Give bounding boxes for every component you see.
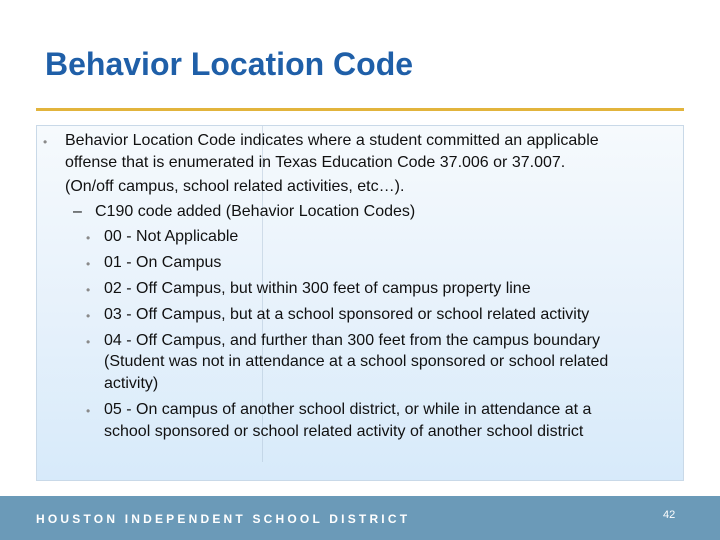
bullet-icon: • [86,404,91,418]
bullet-icon: • [86,335,91,349]
main-bullet-line-1: Behavior Location Code indicates where a student committed an applicable [65,132,599,149]
code-05-line-1: 05 - On campus of another school district, or while in attendance at a [104,401,592,418]
main-bullet-line-2: offense that is enumerated in Texas Education Code 37.006 or 37.007. [65,154,566,171]
content-box [36,125,684,481]
title-underline [36,108,684,111]
code-04-line-3: activity) [104,375,159,392]
code-01: 01 - On Campus [104,254,222,271]
bullet-icon: • [86,231,91,245]
code-02: 02 - Off Campus, but within 300 feet of campus property line [104,280,531,297]
page-number: 42 [663,509,676,521]
code-00: 00 - Not Applicable [104,228,239,245]
bullet-icon: • [86,283,91,297]
code-04-line-1: 04 - Off Campus, and further than 300 feet from the campus boundary [104,332,600,349]
footer-bar [0,496,720,540]
code-04-line-2: (Student was not in attendance at a school sponsored or school related [104,353,609,370]
sub-item-c190: C190 code added (Behavior Location Codes) [95,203,416,220]
bullet-icon: • [86,309,91,323]
dash-icon: – [73,203,82,220]
code-03: 03 - Off Campus, but at a school sponsored or school related activity [104,306,590,323]
organization-name: HOUSTON INDEPENDENT SCHOOL DISTRICT [36,512,411,526]
slide-title: Behavior Location Code [45,46,414,82]
bullet-icon: • [86,257,91,271]
code-05-line-2: school sponsored or school related activity of another school district [104,423,584,440]
main-bullet-line-3: (On/off campus, school related activities, etc…). [65,178,405,195]
bullet-icon: • [43,135,48,149]
bullet-list [37,126,683,480]
